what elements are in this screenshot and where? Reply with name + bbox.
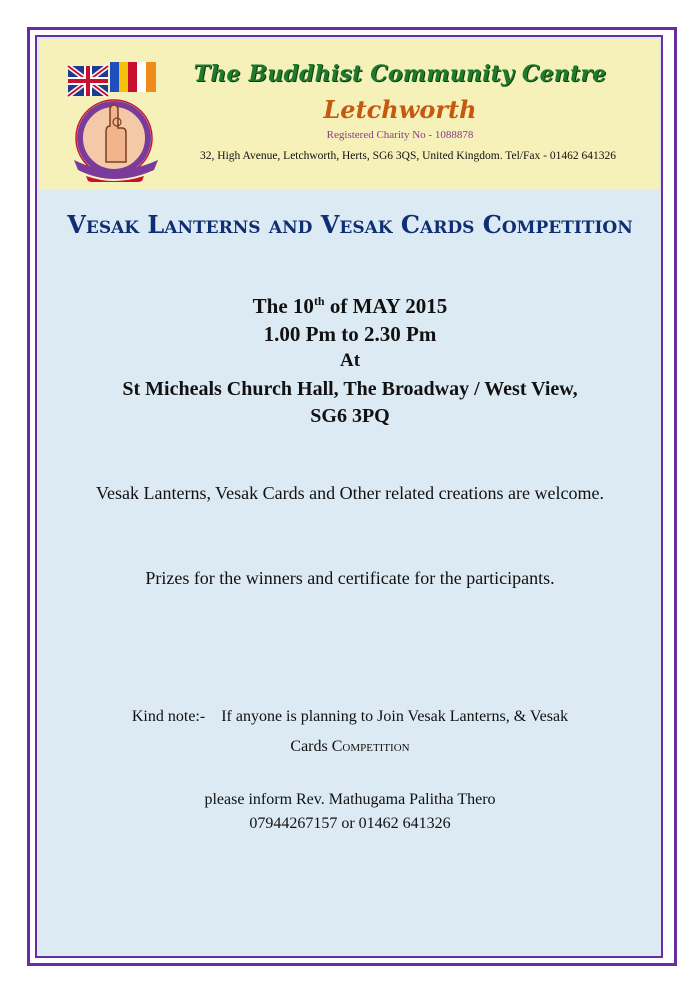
kind-note: Kind note:- If anyone is planning to Join Vesak Lanterns, & Vesak (131, 708, 569, 725)
organisation-town: Letchworth (323, 95, 477, 124)
kind-note-continued: Cards Competition (290, 738, 410, 755)
organisation-name: The Buddhist Community Centre (193, 61, 607, 87)
charity-number: Registered Charity No - 1088878 (326, 129, 474, 141)
union-jack-flag-icon (68, 66, 108, 96)
prizes-text: Prizes for the winners and certificate for the participants. (145, 568, 555, 588)
contact-name: please inform Rev. Mathugama Palitha Thero (204, 791, 496, 808)
event-postcode: SG6 3PQ (310, 405, 390, 427)
buddhist-flag-icon (110, 62, 156, 92)
welcome-text: Vesak Lanterns, Vesak Cards and Other related creations are welcome. (96, 483, 604, 503)
organisation-address: 32, High Avenue, Letchworth, Herts, SG6 3QS, United Kingdom. Tel/Fax - 01462 641326 (200, 150, 616, 162)
organisation-logo (62, 58, 172, 182)
event-title: Vesak Lanterns and Vesak Cards Competition (67, 210, 633, 239)
contact-phone: 07944267157 or 01462 641326 (249, 815, 451, 832)
event-at: At (339, 350, 361, 371)
event-venue: St Micheals Church Hall, The Broadway / West View, (122, 378, 578, 400)
event-date: The 10th of MAY 2015 (252, 294, 448, 318)
event-time: 1.00 Pm to 2.30 Pm (263, 322, 437, 346)
